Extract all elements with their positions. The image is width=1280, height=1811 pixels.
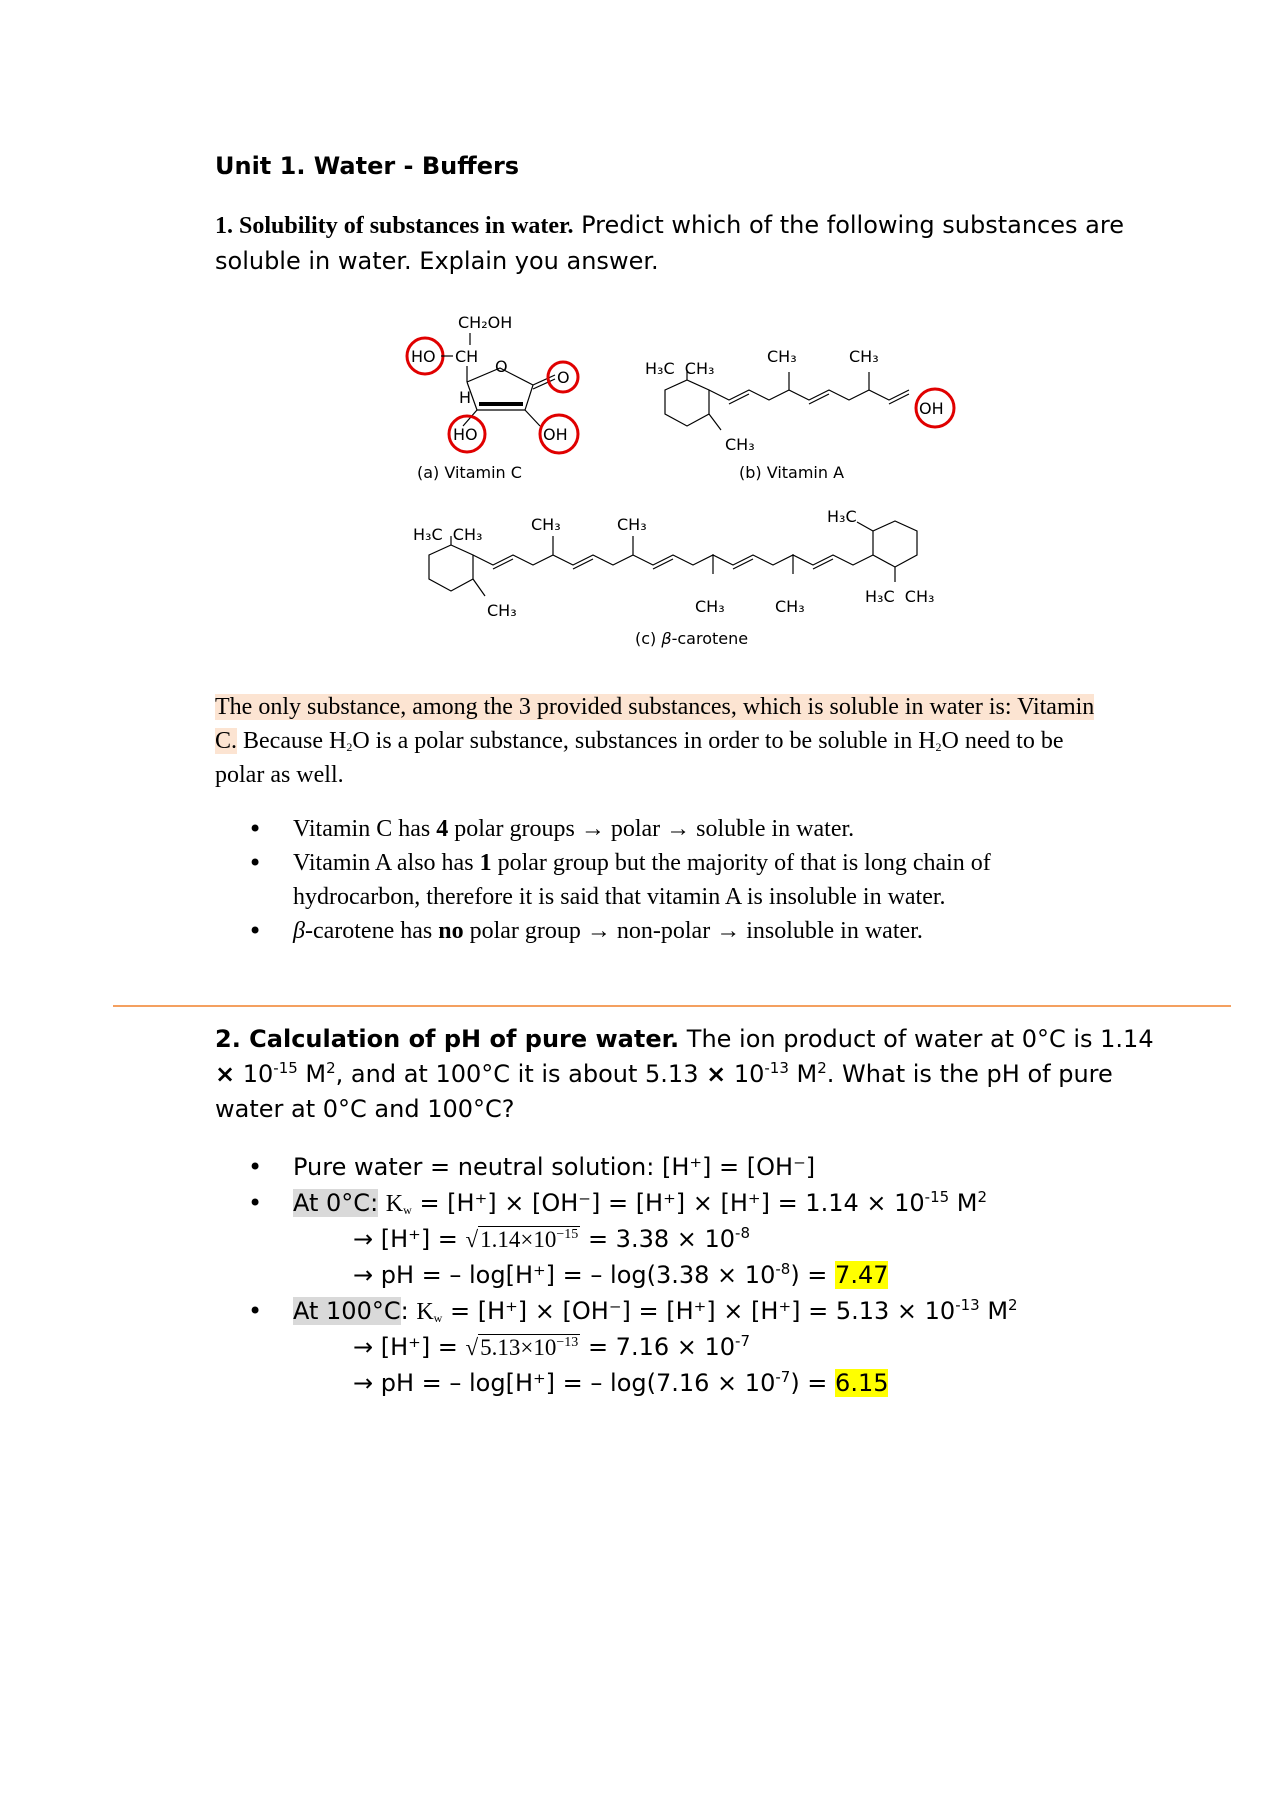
calc-text: : xyxy=(400,1297,417,1325)
va-ch3-bottom-label: CH₃ xyxy=(725,435,755,454)
calc-text: = [H⁺] × [OH⁻] = [H⁺] × [H⁺] = 1.14 × 10 xyxy=(411,1189,925,1217)
kw-sub: w xyxy=(433,1311,443,1325)
arrow-icon: → xyxy=(353,1261,374,1289)
calc-0c-label: At 0°C: xyxy=(293,1189,379,1217)
vc-h-label: H xyxy=(459,388,472,407)
vc-ch2oh-label: CH₂OH xyxy=(458,313,513,332)
solubility-bullets xyxy=(248,812,1108,948)
bc-ch3-top2-label: CH₃ xyxy=(617,515,647,534)
calc-text: M xyxy=(949,1189,978,1217)
bullet-text: polar group → non-polar → insoluble in water. xyxy=(463,918,923,944)
bullet-italic: β xyxy=(293,918,305,944)
calc-neutral-text: Pure water = neutral solution: [H⁺] = [OH⁻] xyxy=(293,1153,816,1181)
calc-row-1 xyxy=(248,1149,1148,1185)
list-item xyxy=(248,846,1108,914)
sqrt-exp: −15 xyxy=(556,1227,579,1242)
calc-exp: -8 xyxy=(775,1260,791,1278)
kw-symbol: K xyxy=(385,1191,404,1217)
calc-ph-0c xyxy=(353,1257,888,1293)
ph-result-100c: 6.15 xyxy=(835,1369,889,1397)
page-title: Unit 1. Water - Buffers xyxy=(215,152,520,180)
calc-text: [H⁺] = xyxy=(373,1225,466,1253)
calc-text: ) = xyxy=(790,1261,836,1289)
ph-result-0c: 7.47 xyxy=(835,1261,889,1289)
calc-0c-line xyxy=(293,1185,987,1222)
vc-oh-bottom-label: OH xyxy=(543,425,568,444)
vitamin-c-structure xyxy=(407,313,578,482)
bc-h3c-right-label: H₃C xyxy=(827,507,857,526)
q2-text: , and at 100°C it is about 5.13 xyxy=(335,1060,707,1088)
sqrt-exp: −13 xyxy=(556,1335,579,1350)
bullet-bold: 1 xyxy=(479,850,492,876)
question-1-text: Predict which of the following substances are soluble in water. Explain you answer. xyxy=(215,211,1124,275)
calc-exp: 2 xyxy=(977,1188,988,1206)
question-2-lead: 2. Calculation of pH of pure water. xyxy=(215,1025,680,1053)
calc-h-100c xyxy=(353,1329,750,1366)
list-item xyxy=(248,914,1108,948)
bc-h3c-ch3-right-label: H₃C CH₃ xyxy=(865,587,935,606)
calc-text: = 7.16 × 10 xyxy=(580,1333,736,1361)
bullet-text: Vitamin C has xyxy=(293,816,437,842)
answer-highlight: The only substance, among the 3 provided substances, which is soluble in water is: Vitamin C. xyxy=(215,694,1095,754)
q2-exp: -13 xyxy=(764,1059,789,1077)
bullet: • xyxy=(248,1153,263,1181)
vc-ring-o-label: O xyxy=(495,357,508,376)
bullet-bold: no xyxy=(438,918,464,944)
q2-text: M xyxy=(297,1060,327,1088)
q2-text: . What is the pH of pure water at 0°C and 100°C? xyxy=(215,1060,1113,1123)
q2-text: M xyxy=(788,1060,818,1088)
va-ch3-1-label: CH₃ xyxy=(767,347,797,366)
arrow-icon: → xyxy=(353,1225,374,1253)
calc-100c-label: At 100°C xyxy=(293,1297,401,1325)
calc-exp: -7 xyxy=(735,1332,750,1350)
q2-times: × xyxy=(215,1060,236,1088)
bc-ch3-right-bottom-label: CH₃ xyxy=(775,597,805,616)
vitamin-a-structure xyxy=(645,347,954,482)
calc-exp: -7 xyxy=(775,1368,791,1386)
calc-row-2 xyxy=(248,1185,1148,1221)
caption-beta-carotene: (c) β-carotene xyxy=(635,629,749,648)
calc-exp: -13 xyxy=(955,1296,980,1314)
sqrt-expression: $√1.14\times 10^{-15}$ xyxy=(465,1227,579,1252)
calc-text: = 3.38 × 10 xyxy=(580,1225,736,1253)
calc-exp: -15 xyxy=(924,1188,950,1206)
beta-carotene-structure xyxy=(413,507,934,648)
calc-exp: 2 xyxy=(1008,1296,1018,1314)
arrow-icon: → xyxy=(353,1333,374,1361)
question-1-lead: 1. Solubility of substances in water. xyxy=(215,213,574,239)
list-item xyxy=(248,812,1108,846)
answer-text-1: Because H xyxy=(237,728,347,754)
q2-exp: 2 xyxy=(817,1059,827,1077)
bc-ch3-mid-bottom-label: CH₃ xyxy=(695,597,725,616)
arrow-icon: → xyxy=(353,1369,374,1397)
kw-sub: w xyxy=(403,1203,412,1217)
bullet-text: polar group but the majority of that is long chain of hydrocarbon, therefore it is said that vitamin A is insoluble in water. xyxy=(293,850,991,910)
calc-row-7 xyxy=(248,1365,1148,1401)
calc-text: = [H⁺] × [OH⁻] = [H⁺] × [H⁺] = 5.13 × 10 xyxy=(442,1297,956,1325)
answer-text-3: O need to be polar as well. xyxy=(215,728,1064,788)
va-h3c-ch3-label: H₃C CH₃ xyxy=(645,359,715,378)
answer-sub-1: 2 xyxy=(346,740,353,754)
q2-exp: -15 xyxy=(273,1059,298,1077)
calc-text: M xyxy=(979,1297,1009,1325)
q2-text: The ion product of water at 0°C is 1.14 xyxy=(679,1025,1154,1053)
molecule-structures-figure xyxy=(395,300,995,660)
calc-text: pH = – log[H⁺] = – log(7.16 × 10 xyxy=(373,1369,776,1397)
answer-paragraph xyxy=(215,690,1115,792)
section-divider xyxy=(113,1005,1231,1007)
bullet-text: Vitamin A also has xyxy=(293,850,480,876)
calc-row-4 xyxy=(248,1257,1148,1293)
sqrt-expression: $√5.13\times 10^{-13}$ xyxy=(465,1335,579,1360)
calc-text: [H⁺] = xyxy=(373,1333,466,1361)
calc-row-5 xyxy=(248,1293,1148,1329)
q2-times: × xyxy=(706,1060,727,1088)
bullet-text: -carotene has xyxy=(304,918,439,944)
question-2 xyxy=(215,1022,1175,1127)
sqrt-radicand: 1.14×10 xyxy=(480,1227,557,1252)
calc-exp: -8 xyxy=(735,1224,750,1242)
vc-ho-label: HO xyxy=(411,347,436,366)
q2-text: 10 xyxy=(235,1060,274,1088)
answer-sub-2: 2 xyxy=(935,740,942,754)
caption-vitamin-c: (a) Vitamin C xyxy=(417,463,522,482)
q2-text: 10 xyxy=(726,1060,765,1088)
sqrt-radicand: 5.13×10 xyxy=(480,1335,557,1360)
bc-h3c-ch3-left-label: H₃C CH₃ xyxy=(413,525,483,544)
bullet: • xyxy=(248,1297,263,1325)
kw-symbol: K xyxy=(416,1299,434,1325)
vc-ho-bottom-label: HO xyxy=(453,425,478,444)
calc-row-6 xyxy=(248,1329,1148,1365)
calculation-block xyxy=(248,1149,1148,1401)
vc-ch-label: CH xyxy=(455,347,479,366)
calc-100c-line xyxy=(293,1293,1018,1330)
va-ch3-2-label: CH₃ xyxy=(849,347,879,366)
calc-text: pH = – log[H⁺] = – log(3.38 × 10 xyxy=(373,1261,776,1289)
bullet-text: polar groups → polar → soluble in water. xyxy=(448,816,855,842)
caption-vitamin-a: (b) Vitamin A xyxy=(739,463,845,482)
bc-ch3-top1-label: CH₃ xyxy=(531,515,561,534)
answer-text-2: O is a polar substance, substances in order to be soluble in H xyxy=(352,728,936,754)
bc-ch3-left-bottom-label: CH₃ xyxy=(487,601,517,620)
va-oh-label: OH xyxy=(919,399,944,418)
question-1 xyxy=(215,208,1175,279)
calc-h-0c xyxy=(353,1221,750,1258)
bullet: • xyxy=(248,1189,263,1217)
calc-row-3 xyxy=(248,1221,1148,1257)
vc-o-label: O xyxy=(557,368,570,387)
q2-exp: 2 xyxy=(326,1059,336,1077)
calc-text: ) = xyxy=(790,1369,836,1397)
calc-ph-100c xyxy=(353,1365,888,1401)
bullet-bold: 4 xyxy=(436,816,449,842)
